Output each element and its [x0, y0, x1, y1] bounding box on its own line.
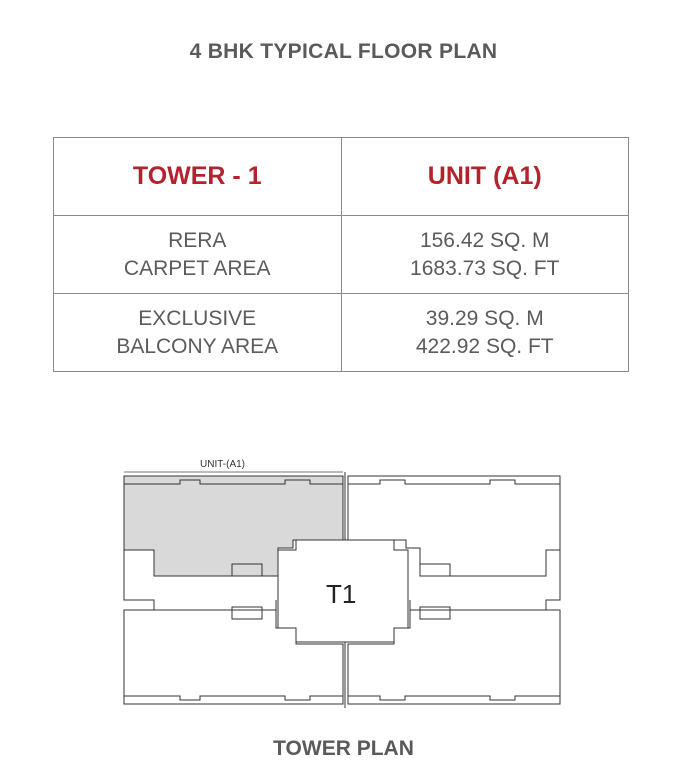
- area-table: [53, 137, 629, 372]
- wing-balcony-edge: [348, 480, 560, 484]
- row-value: [341, 294, 629, 372]
- tower-plan-svg: [110, 450, 575, 720]
- unit-a1-highlight: [124, 476, 343, 576]
- row-value-line: 422.92 SQ. FT: [415, 334, 554, 358]
- row-label-line: BALCONY AREA: [116, 334, 279, 358]
- tower-header: [54, 138, 342, 216]
- row-label-line: EXCLUSIVE: [138, 306, 257, 330]
- wing-bottom-right: [348, 610, 560, 704]
- unit-header-text: UNIT (A1): [427, 162, 542, 190]
- wing-balcony: [420, 607, 450, 619]
- tower-header-text: TOWER - 1: [132, 162, 262, 190]
- row-value-line: 1683.73 SQ. FT: [410, 256, 560, 280]
- wing-balcony-edge: [124, 696, 343, 700]
- row-label-line: RERA: [168, 228, 227, 252]
- table-row: [54, 294, 629, 372]
- page-title: 4 BHK TYPICAL FLOOR PLAN: [189, 40, 498, 63]
- wing-balcony: [420, 564, 450, 576]
- wing-top-right: [348, 476, 560, 576]
- table-header-row: [54, 138, 629, 216]
- plan-caption: TOWER PLAN: [273, 737, 414, 760]
- wing-balcony: [232, 607, 262, 619]
- table-row: [54, 216, 629, 294]
- wing-bottom-left: [124, 610, 343, 704]
- row-value-line: 39.29 SQ. M: [425, 306, 544, 330]
- core-label: T1: [326, 579, 357, 609]
- unit-header: [341, 138, 629, 216]
- row-label-line: CARPET AREA: [123, 256, 271, 280]
- row-label: [54, 216, 342, 294]
- wing-balcony-edge: [348, 696, 560, 700]
- row-value: [341, 216, 629, 294]
- unit-label: UNIT-(A1): [200, 459, 245, 470]
- row-value-line: 156.42 SQ. M: [419, 228, 550, 252]
- row-label: [54, 294, 342, 372]
- corridor-right: [410, 550, 560, 610]
- tower-plan-diagram: [110, 450, 575, 720]
